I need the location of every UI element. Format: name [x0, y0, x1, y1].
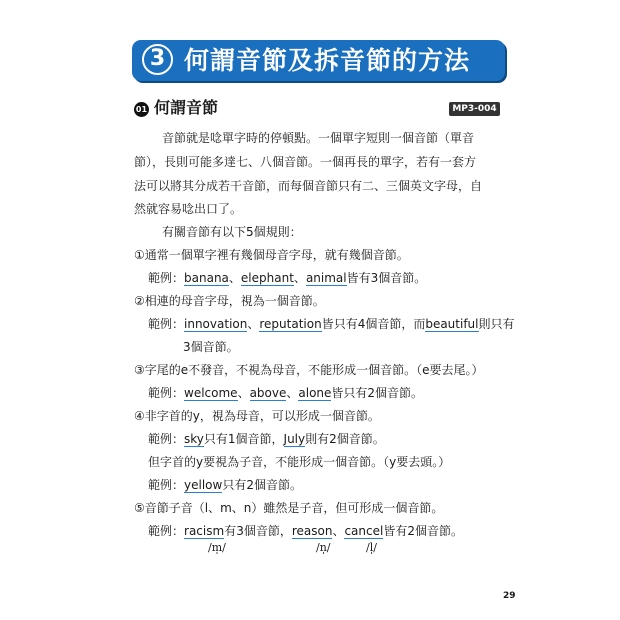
- example-word: alone: [298, 386, 332, 400]
- example-word: welcome: [184, 386, 238, 400]
- chapter-banner: [132, 40, 505, 81]
- example-label: 範例：: [148, 478, 185, 492]
- rule-3: ③字尾的e不發音，不視為母音，不能形成一個音節。（e要去尾。）: [134, 363, 484, 377]
- example-word: above: [249, 386, 287, 400]
- ipa-m: /m̩/: [208, 541, 226, 554]
- rule-2-example: 範例：innovation、reputation皆只有4個音節，而beautiful則只有: [148, 317, 515, 331]
- page-number: 29: [503, 591, 516, 601]
- example-word: reputation: [259, 317, 322, 331]
- section-title: 何謂音節: [154, 98, 219, 117]
- rule-4-example: 範例：sky只有1個音節，July則有2個音節。: [148, 432, 385, 446]
- example-word: innovation: [184, 317, 248, 331]
- example-label: 範例：: [148, 271, 185, 285]
- chapter-title: 何謂音節及拆音節的方法: [184, 46, 471, 75]
- example-word: yellow: [184, 478, 223, 492]
- example-label: 範例：: [148, 386, 185, 400]
- rule-1: ①通常一個單字裡有幾個母音字母，就有幾個音節。: [134, 248, 409, 262]
- intro-line-2: 節），長則可能多達七、八個音節。一個再長的單字，若有一套方: [134, 155, 477, 169]
- example-word: elephant: [240, 271, 294, 285]
- ipa-n: /n̩/: [316, 541, 331, 554]
- example-word: animal: [305, 271, 347, 285]
- rule-4-note: 但字首的y要視為子音，不能形成一個音節。（y要去頭。）: [148, 455, 451, 469]
- example-label: 範例：: [148, 524, 185, 538]
- example-word: banana: [184, 271, 229, 285]
- rule-4: ④非字首的y，視為母音，可以形成一個音節。: [134, 409, 380, 423]
- rule-3-example: 範例：welcome、above、alone皆只有2個音節。: [148, 386, 424, 400]
- rule-5: ⑤音節子音（l、m、n）雖然是子音，但可形成一個音節。: [134, 501, 444, 515]
- ipa-l: /l̩/: [366, 541, 377, 554]
- rule-5-example: 範例：racism有3個音節，reason、cancel皆有2個音節。: [148, 524, 463, 538]
- example-word: reason: [291, 524, 333, 538]
- rule-4-example-2: 範例：yellow只有2個音節。: [148, 478, 302, 492]
- intro-line-1: 音節就是唸單字時的停頓點。一個單字短則一個音節（單音: [162, 131, 475, 145]
- example-word: July: [283, 432, 306, 446]
- section-badge: 01: [134, 102, 149, 117]
- rule-1-example: 範例：banana、elephant、animal皆有3個音節。: [148, 271, 427, 285]
- example-word: beautiful: [425, 317, 479, 331]
- rules-lead: 有關音節有以下5個規則：: [162, 225, 302, 239]
- example-word: sky: [184, 432, 204, 446]
- audio-track-tag: MP3-004: [449, 102, 500, 116]
- example-word: cancel: [344, 524, 384, 538]
- example-label: 範例：: [148, 432, 185, 446]
- example-word: racism: [184, 524, 225, 538]
- intro-line-3: 法可以將其分成若干音節，而每個音節只有二、三個英文字母，自: [134, 179, 483, 193]
- intro-line-4: 然就容易唸出口了。: [134, 202, 243, 216]
- chapter-number: 3: [142, 44, 173, 75]
- example-label: 範例：: [148, 317, 185, 331]
- rule-2: ②相連的母音字母，視為一個音節。: [134, 294, 325, 308]
- rule-2-example-cont: 3個音節。: [183, 340, 239, 354]
